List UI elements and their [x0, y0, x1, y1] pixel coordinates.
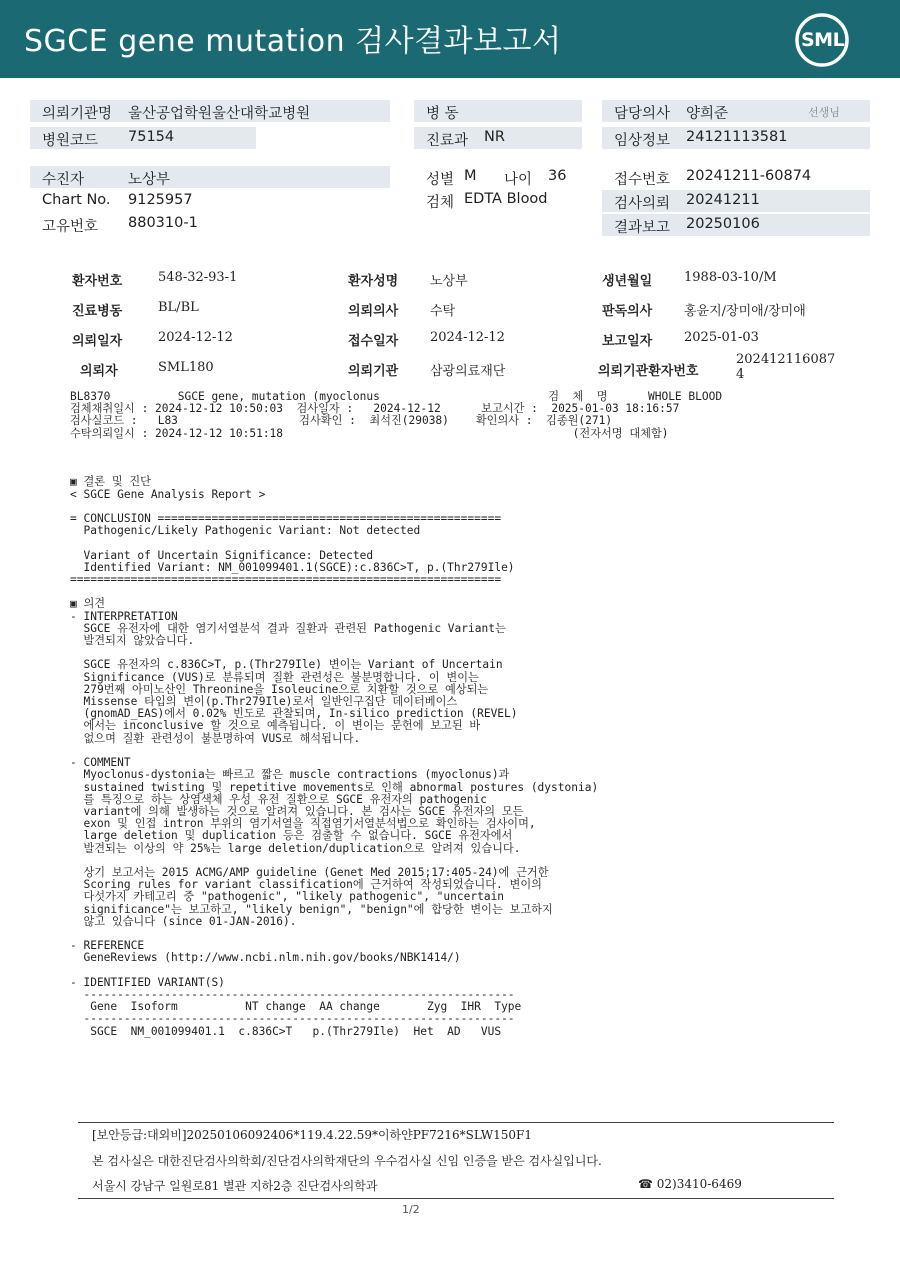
report-line: 검체채취일시 : 2024-12-12 10:50:03 검사일자 : 2024-12-12 보고시간 : 2025-01-03 18:16:57 [70, 402, 680, 416]
result-field [602, 214, 870, 236]
report-line: GeneReviews (http://www.ncbi.nlm.nih.gov/books/NBK1414/) [70, 951, 461, 965]
doctor-suffix: 선생님 [808, 106, 840, 119]
report-line: ▣ 결론 및 진단 [70, 475, 151, 489]
report-line: 를 특징으로 하는 상염색체 우성 유전 질환으로 SGCE 유전자의 pathogenic [70, 792, 487, 806]
request-field [602, 190, 870, 212]
clinical-info-label: 임상정보 [614, 133, 671, 149]
examinee-value: 노상부 [128, 172, 171, 188]
dept-field [414, 127, 582, 149]
result-label: 결과보고 [614, 220, 671, 236]
dob-value: 1988-03-10/M [684, 270, 777, 285]
footer-divider-bottom [78, 1198, 834, 1199]
report-line: sustained twisting 및 repetitive movements로 인해 abnormal postures (dystonia) [70, 780, 599, 794]
report-line: - IDENTIFIED VARIANT(S) [70, 975, 225, 989]
requester-value: SML180 [158, 360, 214, 375]
report-line: 279번째 아미노산인 Threonine을 Isoleucine으로 치환할 것으로 예상되는 [70, 682, 489, 696]
report-line [70, 452, 722, 464]
institution-field [30, 100, 390, 122]
header-bar [0, 0, 900, 78]
dept-label: 진료과 [426, 133, 469, 149]
report-line: 없으며 질환 관련성이 불분명하여 VUS로 해석됩니다. [70, 731, 361, 745]
request-label: 검사의뢰 [614, 196, 671, 212]
report-line: Pathogenic/Likely Pathogenic Variant: Not detected [70, 524, 421, 538]
report-line: Scoring rules for variant classification에 근거하여 작성되었습니다. 변이의 [70, 878, 542, 892]
report-line: 발견되지 않았습니다. [70, 634, 195, 648]
hospital-code-field [30, 127, 256, 149]
logo-text: SML [801, 29, 845, 51]
report-line: Variant of Uncertain Significance: Detected [70, 548, 374, 562]
page-number: 1/2 [402, 1203, 420, 1216]
ward-field [414, 100, 582, 122]
dept-value: NR [484, 129, 505, 145]
report-line: SGCE 유전자의 c.836C>T, p.(Thr279Ile) 변이는 Variant of Uncertain [70, 658, 503, 672]
unique-label: 고유번호 [42, 219, 99, 235]
report-title: SGCE gene mutation 검사결과보고서 [24, 24, 562, 59]
inst-pid-value-2: 4 [736, 367, 745, 382]
report-line: Missense 타입의 변이(p.Thr279Ile)로서 일반인구집단 데이터베이스 [70, 695, 458, 709]
report-line [70, 440, 722, 452]
req-date-value: 2024-12-12 [158, 330, 233, 345]
pi-ward-value: BL/BL [158, 300, 199, 315]
rec-date-value: 2024-12-12 [430, 330, 505, 345]
pi-ward-label: 진료병동 [72, 304, 123, 319]
report-line: ---------------------------------------------------------------- [70, 1012, 515, 1026]
report-line: - REFERENCE [70, 939, 145, 953]
reception-field [602, 166, 870, 188]
report-line: large deletion 및 duplication 등은 검출할 수 없습니다. SGCE 유전자에서 [70, 829, 513, 843]
sex-value: M [464, 168, 477, 184]
certification-line: 본 검사실은 대한진단검사의학회/진단검사의학재단의 우수검사실 신임 인증을 받은 검사실입니다. [92, 1154, 602, 1168]
report-line: SGCE 유전자에 대한 염기서열분석 결과 질환과 관련된 Pathogenic Variant는 [70, 621, 506, 635]
age-value: 36 [548, 168, 567, 184]
report-line: Significance (VUS)로 분류되며 질환 관련성은 불분명합니다. 이 변이는 [70, 670, 479, 684]
report-line: 검사실코드 : L83 검사확인 : 최석진(29038) 확인의사 : 김종원(271) [70, 414, 613, 428]
sex-age-field [414, 166, 594, 188]
clinical-info-value: 24121113581 [686, 129, 788, 145]
address-line: 서울시 강남구 일원로81 별관 지하2층 진단검사의학과 [92, 1179, 378, 1193]
clinical-info-field [602, 127, 870, 149]
rep-date-value: 2025-01-03 [684, 330, 759, 345]
report-line: 다섯가지 카테고리 중 "pathogenic", "likely pathogenic", "uncertain [70, 890, 505, 904]
report-line [70, 745, 722, 757]
report-line [70, 965, 722, 977]
hospital-code-label: 병원코드 [42, 133, 99, 149]
examinee-field [30, 166, 390, 188]
name-value: 노상부 [430, 274, 468, 289]
dob-label: 생년월일 [602, 274, 653, 289]
report-line [70, 537, 722, 549]
doc-value: 수탁 [430, 304, 456, 319]
report-line [70, 928, 722, 940]
security-line: [보안등급:대외비]20250106092406*119.4.22.59*이하얀PF7216*SLW150F1 [92, 1128, 533, 1142]
report-line: 발견되는 이상의 약 25%는 large deletion/duplication으로 알려져 있습니다. [70, 841, 521, 855]
report-line: 에서는 inconclusive 할 것으로 예측됩니다. 이 변이는 문헌에 보고된 바 [70, 719, 481, 733]
name-label: 환자성명 [348, 274, 399, 289]
specimen-label: 검체 [426, 195, 455, 211]
requester-label: 의뢰자 [80, 364, 118, 379]
age-label: 나이 [504, 172, 533, 188]
report-line: Identified Variant: NM_001099401.1(SGCE):c.836C>T, p.(Thr279Ile) [70, 560, 515, 574]
report-line: exon 및 인접 intron 부위의 염기서열을 직접염기서열분석법으로 확인하는 검사이며, [70, 817, 536, 831]
inst-pid-label: 의뢰기관환자번호 [598, 364, 699, 379]
report-line: Myoclonus-dystonia는 빠르고 짧은 muscle contractions (myoclonus)과 [70, 768, 510, 782]
report-line: - COMMENT [70, 756, 131, 770]
doctor-value: 양희준 [686, 106, 729, 122]
chart-label: Chart No. [42, 192, 111, 208]
sml-logo [792, 10, 852, 70]
report-line [70, 586, 722, 598]
chart-value: 9125957 [128, 192, 193, 208]
footer-divider-top [78, 1122, 834, 1123]
report-line: 상기 보고서는 2015 ACMG/AMP guideline (Genet Med 2015;17:405-24)에 근거한 [70, 865, 549, 879]
report-line: ---------------------------------------------------------------- [70, 987, 515, 1001]
doctor-label: 담당의사 [614, 106, 671, 122]
chart-field [30, 190, 390, 212]
unique-field [30, 213, 390, 235]
examinee-label: 수진자 [42, 172, 85, 188]
doctor-field [602, 100, 870, 122]
report-line: (gnomAD_EAS)에서 0.02% 빈도로 관찰되며, In-silico prediction (REVEL) [70, 707, 518, 721]
report-line: ================================================================ [70, 573, 502, 587]
reception-value: 20241211-60874 [686, 168, 812, 184]
pid-value: 548-32-93-1 [158, 270, 238, 285]
pid-label: 환자번호 [72, 274, 123, 289]
req-inst-value: 삼광의료재단 [430, 364, 506, 379]
unique-value: 880310-1 [128, 215, 198, 231]
report-line: BL8370 SGCE gene, mutation (myoclonus 검 체 명 WHOLE BLOOD [70, 390, 723, 403]
result-value: 20250106 [686, 216, 760, 232]
report-body [70, 391, 722, 1038]
report-line: < SGCE Gene Analysis Report > [70, 487, 266, 501]
doc-label: 의뢰의사 [348, 304, 399, 319]
report-line: variant에 의해 발생하는 것으로 알려져 있습니다. 본 검사는 SGCE 유전자의 모든 [70, 804, 524, 818]
ward-label: 병 동 [426, 106, 459, 122]
reception-label: 접수번호 [614, 172, 671, 188]
report-line [70, 464, 722, 476]
report-line: ▣ 의견 [70, 597, 106, 611]
req-date-label: 의뢰일자 [72, 334, 123, 349]
report-line: 수탁의뢰일시 : 2024-12-12 10:51:18 (전자서명 대체함) [70, 426, 669, 440]
report-line: - INTERPRETATION [70, 609, 178, 623]
rec-date-label: 접수일자 [348, 334, 399, 349]
inst-pid-value-1: 202412116087 [736, 352, 836, 367]
report-line: significance"는 보고하고, "likely benign", "benign"에 합당한 변이는 보고하지 [70, 902, 553, 916]
req-inst-label: 의뢰기관 [348, 364, 399, 379]
rep-date-label: 보고일자 [602, 334, 653, 349]
reader-label: 판독의사 [602, 304, 653, 319]
sex-label: 성별 [426, 172, 455, 188]
phone-line: ☎ 02)3410-6469 [638, 1177, 742, 1191]
institution-label: 의뢰기관명 [42, 106, 113, 122]
report-line: SGCE NM_001099401.1 c.836C>T p.(Thr279Ile) Het AD VUS [70, 1024, 502, 1038]
report-line: = CONCLUSION =================================================== [70, 512, 502, 526]
specimen-field [414, 189, 594, 211]
hospital-code-value: 75154 [128, 129, 175, 145]
report-line: 않고 있습니다 (since 01-JAN-2016). [70, 914, 297, 928]
specimen-value: EDTA Blood [464, 191, 548, 207]
institution-value: 울산공업학원울산대학교병원 [128, 106, 311, 122]
report-line: Gene Isoform NT change AA change Zyg IHR Type [70, 1000, 522, 1014]
request-value: 20241211 [686, 192, 760, 208]
reader-value: 홍윤지/장미애/장미애 [684, 304, 806, 319]
